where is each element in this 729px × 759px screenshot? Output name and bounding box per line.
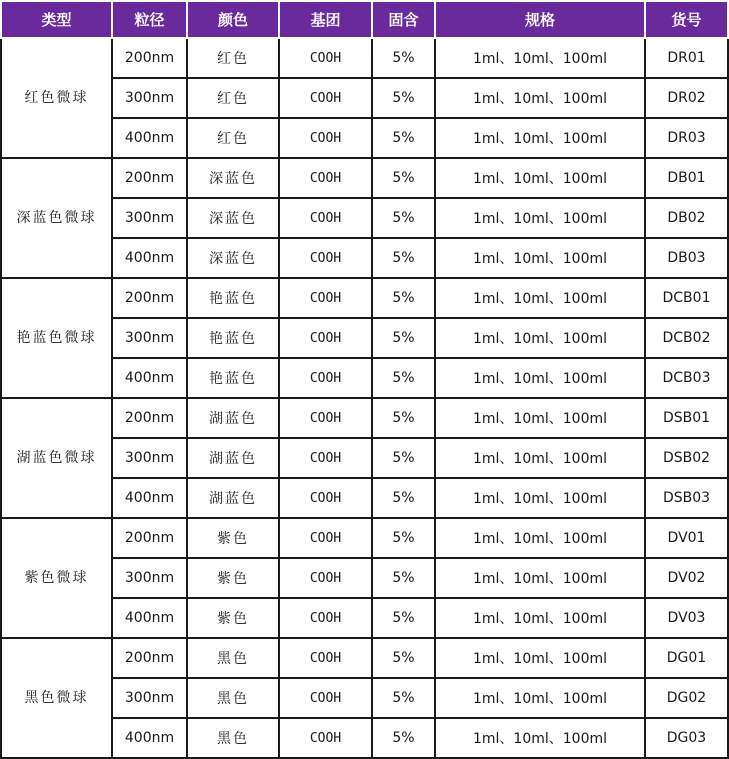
table-row (1, 38, 728, 78)
cell-functional-group: COOH (279, 638, 372, 678)
cell-functional-group: COOH (279, 598, 372, 638)
cell-functional-group: COOH (279, 678, 372, 718)
cell-specification: 1ml、10ml、100ml (435, 238, 645, 278)
cell-functional-group: COOH (279, 518, 372, 558)
cell-item-code: DR02 (645, 78, 728, 118)
header-row (1, 1, 728, 38)
cell-specification: 1ml、10ml、100ml (435, 38, 645, 78)
cell-solid-content: 5% (372, 158, 435, 198)
cell-specification: 1ml、10ml、100ml (435, 398, 645, 438)
cell-solid-content: 5% (372, 678, 435, 718)
cell-functional-group: COOH (279, 718, 372, 758)
cell-functional-group: COOH (279, 158, 372, 198)
cell-color: 艳蓝色 (187, 358, 279, 398)
cell-item-code: DSB03 (645, 478, 728, 518)
cell-solid-content: 5% (372, 358, 435, 398)
cell-particle-size: 200nm (112, 518, 187, 558)
cell-functional-group: COOH (279, 38, 372, 78)
cell-solid-content: 5% (372, 718, 435, 758)
cell-item-code: DV03 (645, 598, 728, 638)
cell-functional-group: COOH (279, 278, 372, 318)
table-row (1, 398, 728, 438)
cell-particle-size: 400nm (112, 358, 187, 398)
table-body (1, 38, 728, 758)
cell-functional-group: COOH (279, 358, 372, 398)
cell-functional-group: COOH (279, 438, 372, 478)
cell-particle-size: 200nm (112, 398, 187, 438)
cell-functional-group: COOH (279, 318, 372, 358)
cell-solid-content: 5% (372, 318, 435, 358)
cell-specification: 1ml、10ml、100ml (435, 78, 645, 118)
cell-functional-group: COOH (279, 398, 372, 438)
cell-solid-content: 5% (372, 198, 435, 238)
cell-color: 紫色 (187, 558, 279, 598)
cell-functional-group: COOH (279, 478, 372, 518)
cell-particle-size: 300nm (112, 318, 187, 358)
cell-specification: 1ml、10ml、100ml (435, 358, 645, 398)
cell-solid-content: 5% (372, 278, 435, 318)
table-row (1, 158, 728, 198)
cell-type: 湖蓝色微球 (1, 398, 112, 518)
header-type: 类型 (1, 1, 112, 38)
cell-type: 深蓝色微球 (1, 158, 112, 278)
cell-specification: 1ml、10ml、100ml (435, 478, 645, 518)
cell-item-code: DSB01 (645, 398, 728, 438)
cell-item-code: DB03 (645, 238, 728, 278)
cell-item-code: DG02 (645, 678, 728, 718)
cell-particle-size: 400nm (112, 718, 187, 758)
cell-specification: 1ml、10ml、100ml (435, 278, 645, 318)
cell-particle-size: 300nm (112, 78, 187, 118)
cell-specification: 1ml、10ml、100ml (435, 638, 645, 678)
cell-functional-group: COOH (279, 558, 372, 598)
cell-color: 湖蓝色 (187, 438, 279, 478)
cell-solid-content: 5% (372, 518, 435, 558)
cell-item-code: DV01 (645, 518, 728, 558)
cell-particle-size: 200nm (112, 638, 187, 678)
cell-color: 艳蓝色 (187, 318, 279, 358)
cell-particle-size: 300nm (112, 678, 187, 718)
cell-item-code: DG03 (645, 718, 728, 758)
cell-color: 紫色 (187, 598, 279, 638)
cell-color: 红色 (187, 38, 279, 78)
cell-color: 红色 (187, 78, 279, 118)
cell-type: 黑色微球 (1, 638, 112, 758)
cell-item-code: DCB01 (645, 278, 728, 318)
cell-item-code: DR03 (645, 118, 728, 158)
cell-particle-size: 400nm (112, 238, 187, 278)
cell-item-code: DCB03 (645, 358, 728, 398)
cell-solid-content: 5% (372, 638, 435, 678)
cell-particle-size: 300nm (112, 198, 187, 238)
table-row (1, 278, 728, 318)
cell-solid-content: 5% (372, 558, 435, 598)
cell-particle-size: 400nm (112, 118, 187, 158)
cell-color: 深蓝色 (187, 198, 279, 238)
table-row (1, 638, 728, 678)
cell-type: 艳蓝色微球 (1, 278, 112, 398)
cell-specification: 1ml、10ml、100ml (435, 718, 645, 758)
cell-specification: 1ml、10ml、100ml (435, 158, 645, 198)
cell-particle-size: 200nm (112, 278, 187, 318)
cell-color: 艳蓝色 (187, 278, 279, 318)
cell-particle-size: 200nm (112, 158, 187, 198)
cell-particle-size: 400nm (112, 478, 187, 518)
cell-functional-group: COOH (279, 198, 372, 238)
cell-solid-content: 5% (372, 598, 435, 638)
cell-solid-content: 5% (372, 438, 435, 478)
cell-solid-content: 5% (372, 78, 435, 118)
cell-specification: 1ml、10ml、100ml (435, 678, 645, 718)
cell-color: 红色 (187, 118, 279, 158)
cell-color: 紫色 (187, 518, 279, 558)
cell-item-code: DR01 (645, 38, 728, 78)
cell-functional-group: COOH (279, 238, 372, 278)
cell-color: 深蓝色 (187, 238, 279, 278)
cell-type: 紫色微球 (1, 518, 112, 638)
table-header (1, 1, 728, 38)
cell-color: 黑色 (187, 678, 279, 718)
header-particle-size: 粒径 (112, 1, 187, 38)
cell-particle-size: 400nm (112, 598, 187, 638)
cell-particle-size: 300nm (112, 438, 187, 478)
cell-solid-content: 5% (372, 238, 435, 278)
cell-particle-size: 300nm (112, 558, 187, 598)
cell-color: 黑色 (187, 718, 279, 758)
cell-specification: 1ml、10ml、100ml (435, 318, 645, 358)
cell-solid-content: 5% (372, 478, 435, 518)
cell-particle-size: 200nm (112, 38, 187, 78)
cell-item-code: DSB02 (645, 438, 728, 478)
cell-item-code: DB02 (645, 198, 728, 238)
cell-item-code: DG01 (645, 638, 728, 678)
cell-functional-group: COOH (279, 78, 372, 118)
cell-color: 湖蓝色 (187, 398, 279, 438)
cell-item-code: DB01 (645, 158, 728, 198)
cell-solid-content: 5% (372, 38, 435, 78)
cell-solid-content: 5% (372, 118, 435, 158)
header-specification: 规格 (435, 1, 645, 38)
cell-specification: 1ml、10ml、100ml (435, 558, 645, 598)
header-solid-content: 固含 (372, 1, 435, 38)
cell-functional-group: COOH (279, 118, 372, 158)
cell-specification: 1ml、10ml、100ml (435, 518, 645, 558)
cell-solid-content: 5% (372, 398, 435, 438)
header-functional-group: 基团 (279, 1, 372, 38)
header-item-code: 货号 (645, 1, 728, 38)
cell-color: 深蓝色 (187, 158, 279, 198)
table-row (1, 518, 728, 558)
cell-specification: 1ml、10ml、100ml (435, 598, 645, 638)
header-color: 颜色 (187, 1, 279, 38)
cell-specification: 1ml、10ml、100ml (435, 438, 645, 478)
cell-specification: 1ml、10ml、100ml (435, 118, 645, 158)
cell-specification: 1ml、10ml、100ml (435, 198, 645, 238)
cell-item-code: DCB02 (645, 318, 728, 358)
cell-type: 红色微球 (1, 38, 112, 158)
cell-color: 黑色 (187, 638, 279, 678)
cell-item-code: DV02 (645, 558, 728, 598)
cell-color: 湖蓝色 (187, 478, 279, 518)
